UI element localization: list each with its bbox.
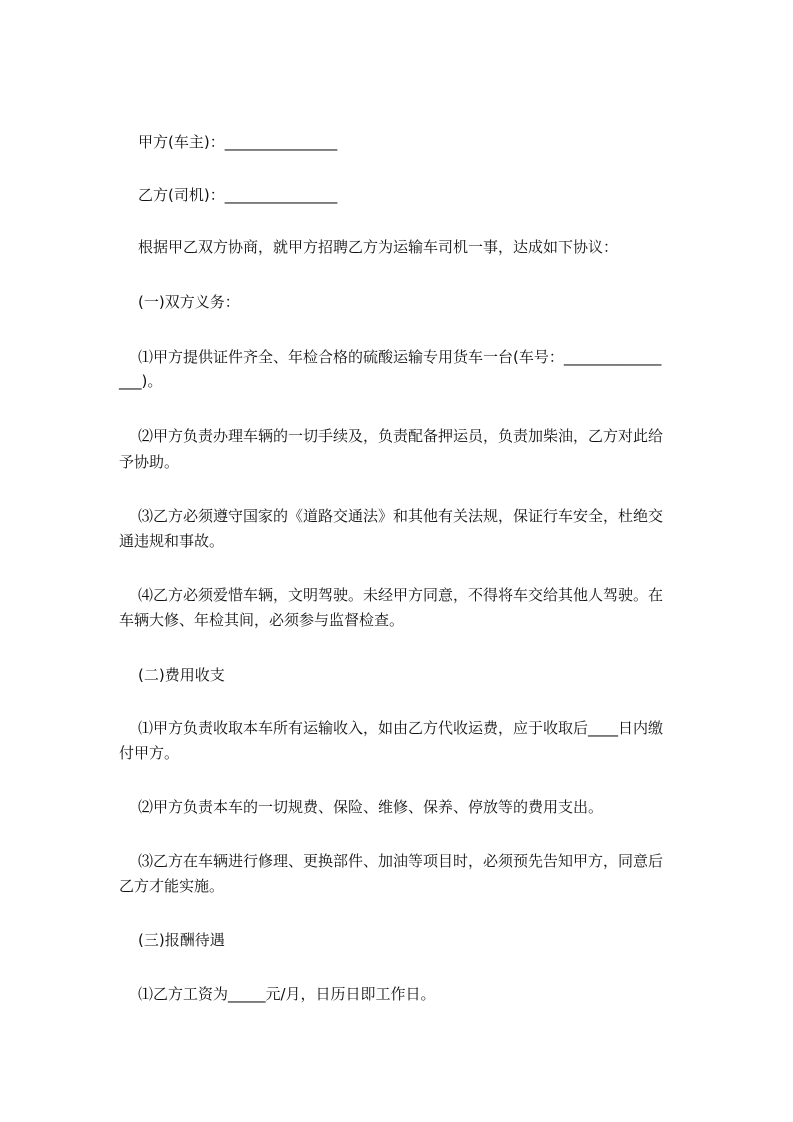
party-b-driver-line: 乙方(司机)：_______________ <box>138 186 338 204</box>
clause-1-3-line-1: ⑶乙方必须遵守国家的《道路交通法》和其他有关法规，保证行车安全，杜绝交 <box>138 507 664 525</box>
clause-2-2: ⑵甲方负责本车的一切规费、保险、维修、保养、停放等的费用支出。 <box>138 798 604 816</box>
clause-1-4-line-2: 车辆大修、年检其间，必须参与监督检查。 <box>119 611 405 629</box>
clause-2-1-line-1: ⑴甲方负责收取本车所有运输收入，如由乙方代收运费，应于收取后____日内缴 <box>138 719 664 737</box>
agreement-intro: 根据甲乙双方协商，就甲方招聘乙方为运输车司机一事，达成如下协议： <box>138 238 619 256</box>
clause-3-1: ⑴乙方工资为_____元/月，日历日即工作日。 <box>138 985 436 1003</box>
clause-2-3-line-2: 乙方才能实施。 <box>119 877 225 895</box>
section-heading-compensation: (三)报酬待遇 <box>138 931 225 949</box>
section-heading-expenses: (二)费用收支 <box>138 666 225 684</box>
section-heading-obligations: (一)双方义务： <box>138 293 240 311</box>
clause-1-1-line-2: ___)。 <box>119 372 163 390</box>
clause-1-4-line-1: ⑷乙方必须爱惜车辆，文明驾驶。未经甲方同意，不得将车交给其他人驾驶。在 <box>138 586 664 604</box>
clause-2-1-line-2: 付甲方。 <box>119 744 180 762</box>
clause-2-3-line-1: ⑶乙方在车辆进行修理、更换部件、加油等项目时，必须预先告知甲方，同意后 <box>138 852 664 870</box>
party-a-owner-line: 甲方(车主)：_______________ <box>138 133 338 151</box>
clause-1-2-line-2: 予协助。 <box>119 453 180 471</box>
clause-1-2-line-1: ⑵甲方负责办理车辆的一切手续及，负责配备押运员，负责加柴油，乙方对此给 <box>138 427 664 445</box>
clause-1-1-line-1: ⑴甲方提供证件齐全、年检合格的硫酸运输专用货车一台(车号：_____________ <box>138 348 662 366</box>
clause-1-3-line-2: 通违规和事故。 <box>119 532 225 550</box>
